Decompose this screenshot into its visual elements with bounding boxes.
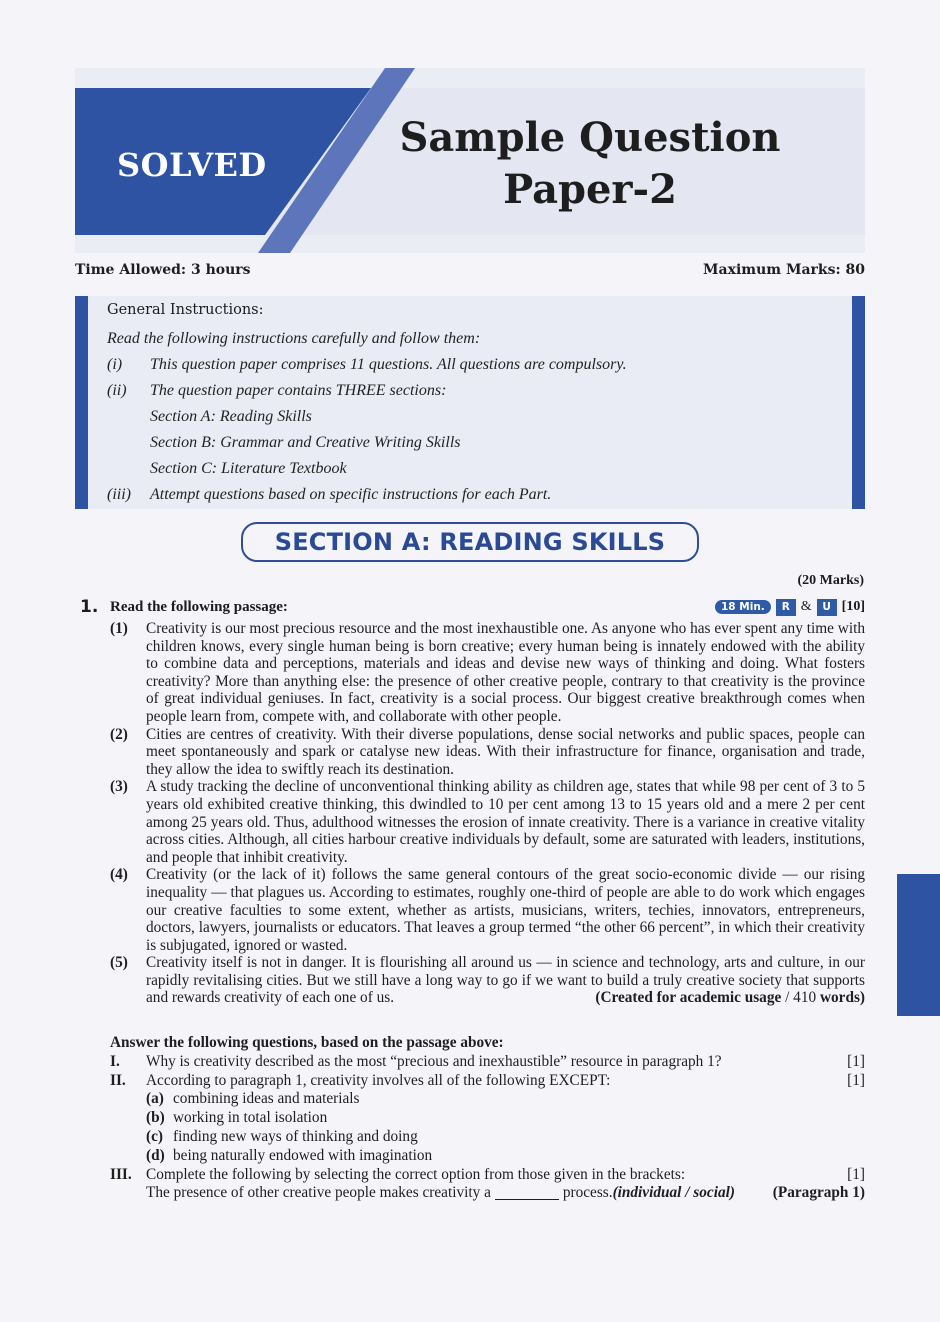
remember-tag: R (776, 599, 796, 616)
passage-paragraph: (3) A study tracking the decline of unconventional thinking ability as children age, states that while 98 per cent of 3 to 5 years old exhibited creative thinking, this dwindled to 10 per cent among 13 to 15 years old and a mere 2 per cent among 25 years old. Thus, adulthood witnesses the erosion of innate creativity. There is a variance in creative vitality across cities. Although, all cities harbour creative individuals by default, some are saturated with leaders, institutions, and people that inhibit creativity. (110, 778, 865, 866)
sub-question-2: II. According to paragraph 1, creativity involves all of the following EXCEPT: [1] (110, 1071, 865, 1089)
question-tags: 18 Min. R & U [10] (715, 599, 865, 616)
section-marks: (20 Marks) (797, 573, 864, 588)
maximum-marks: Maximum Marks: 80 (703, 262, 865, 278)
comprehension-questions (110, 1034, 865, 1203)
general-instructions-box (75, 296, 865, 509)
option-d[interactable]: (d) being naturally endowed with imagination (146, 1146, 433, 1164)
instruction-item: Section B: Grammar and Creative Writing Skills (150, 434, 461, 451)
chapter-side-tab (897, 874, 940, 1016)
blank-input[interactable] (495, 1181, 559, 1200)
time-tag: 18 Min. (715, 600, 771, 614)
understand-tag: U (817, 599, 837, 616)
instruction-item: Section A: Reading Skills (150, 408, 312, 425)
passage-paragraph: (4) Creativity (or the lack of it) follows the same general contours of the great socio-economic divide — our rising inequality — that plagues us. According to estimates, roughly one-third of people are able to do work which engages our creative faculties to some extent, whether as artists, musicians, writers, techies, innovators, entrepreneurs, doctors, lawyers, journalists or educators. That leaves a group termed “the other 66 percent”, in which their creativity is subjugated, ignored or wasted. (110, 866, 865, 954)
fill-in-blank: The presence of other creative people makes creativity a process. (individual / social) (Paragraph 1) (110, 1184, 865, 1203)
passage-paragraph: (1) Creativity is our most precious resource and the most inexhaustible one. As anyone who has ever spent any time with children knows, every single human being is born creative; every human being is innately endowed with the ability to combine data and perceptions, materials and ideas and devise new ways of thinking and doing. What fosters creativity? More than anything else: the presence of other creative people, contrary to that creativity is the province of great individual geniuses. In fact, creativity is a social process. Our biggest creative breakthrough comes when people learn from, compete with, and collaborate with other people. (110, 620, 865, 725)
option-c[interactable]: (c) finding new ways of thinking and doing (146, 1127, 418, 1145)
instructions-title: General Instructions: (107, 302, 264, 318)
instruction-item: (ii) The question paper contains THREE sections: (107, 382, 447, 399)
answer-instructions: Answer the following questions, based on the passage above: (110, 1034, 504, 1051)
option-a[interactable]: (a) combining ideas and materials (146, 1090, 360, 1108)
title-banner (75, 68, 865, 253)
sub-question-3: III. Complete the following by selecting the correct option from those given in the brackets: [1] (110, 1165, 865, 1183)
instructions-intro: Read the following instructions carefully and follow them: (107, 330, 481, 347)
question-number: 1. (80, 597, 99, 617)
section-a-heading: SECTION A: READING SKILLS (241, 522, 699, 562)
paragraph-reference: (Paragraph 1) (772, 1184, 865, 1202)
time-allowed: Time Allowed: 3 hours (75, 262, 251, 278)
instructions-list (107, 326, 627, 508)
question-1-header (80, 597, 865, 617)
reading-passage (110, 620, 865, 1007)
page-title: Sample Question Paper-2 (399, 114, 781, 213)
instruction-item: (i) This question paper comprises 11 questions. All questions are compulsory. (107, 356, 627, 373)
sub-question-1: I. Why is creativity described as the most “precious and inexhaustible” resource in paragraph 1? [1] (110, 1052, 865, 1070)
passage-source: (Created for academic usage / 410 words) (595, 989, 865, 1007)
passage-paragraph: (5) Creativity itself is not in danger. It is flourishing all around us — in science and technology, arts and culture, in our rapidly revitalising cities. But we still have a long way to go if we want to build a truly creative society that supports and rewards creativity of each one of us. (Created for academic usage / 410 words) (110, 954, 865, 1007)
solved-badge: SOLVED (117, 146, 267, 184)
left-accent-bar (75, 296, 88, 509)
passage-paragraph: (2) Cities are centres of creativity. With their diverse populations, dense social networks and public spaces, people can meet spontaneously and spark or catalyse new ideas. With their infrastructure for finance, organisation and trade, they allow the idea to swiftly reach its destination. (110, 725, 865, 778)
instruction-item: Section C: Literature Textbook (150, 460, 347, 477)
right-accent-bar (852, 296, 865, 509)
exam-meta (75, 262, 865, 278)
bracket-choices: (individual / social) (612, 1184, 735, 1202)
option-b[interactable]: (b) working in total isolation (146, 1109, 328, 1127)
question-title: Read the following passage: (110, 598, 288, 615)
instruction-item: (iii) Attempt questions based on specific instructions for each Part. (107, 486, 552, 503)
question-marks: [10] (841, 599, 865, 614)
